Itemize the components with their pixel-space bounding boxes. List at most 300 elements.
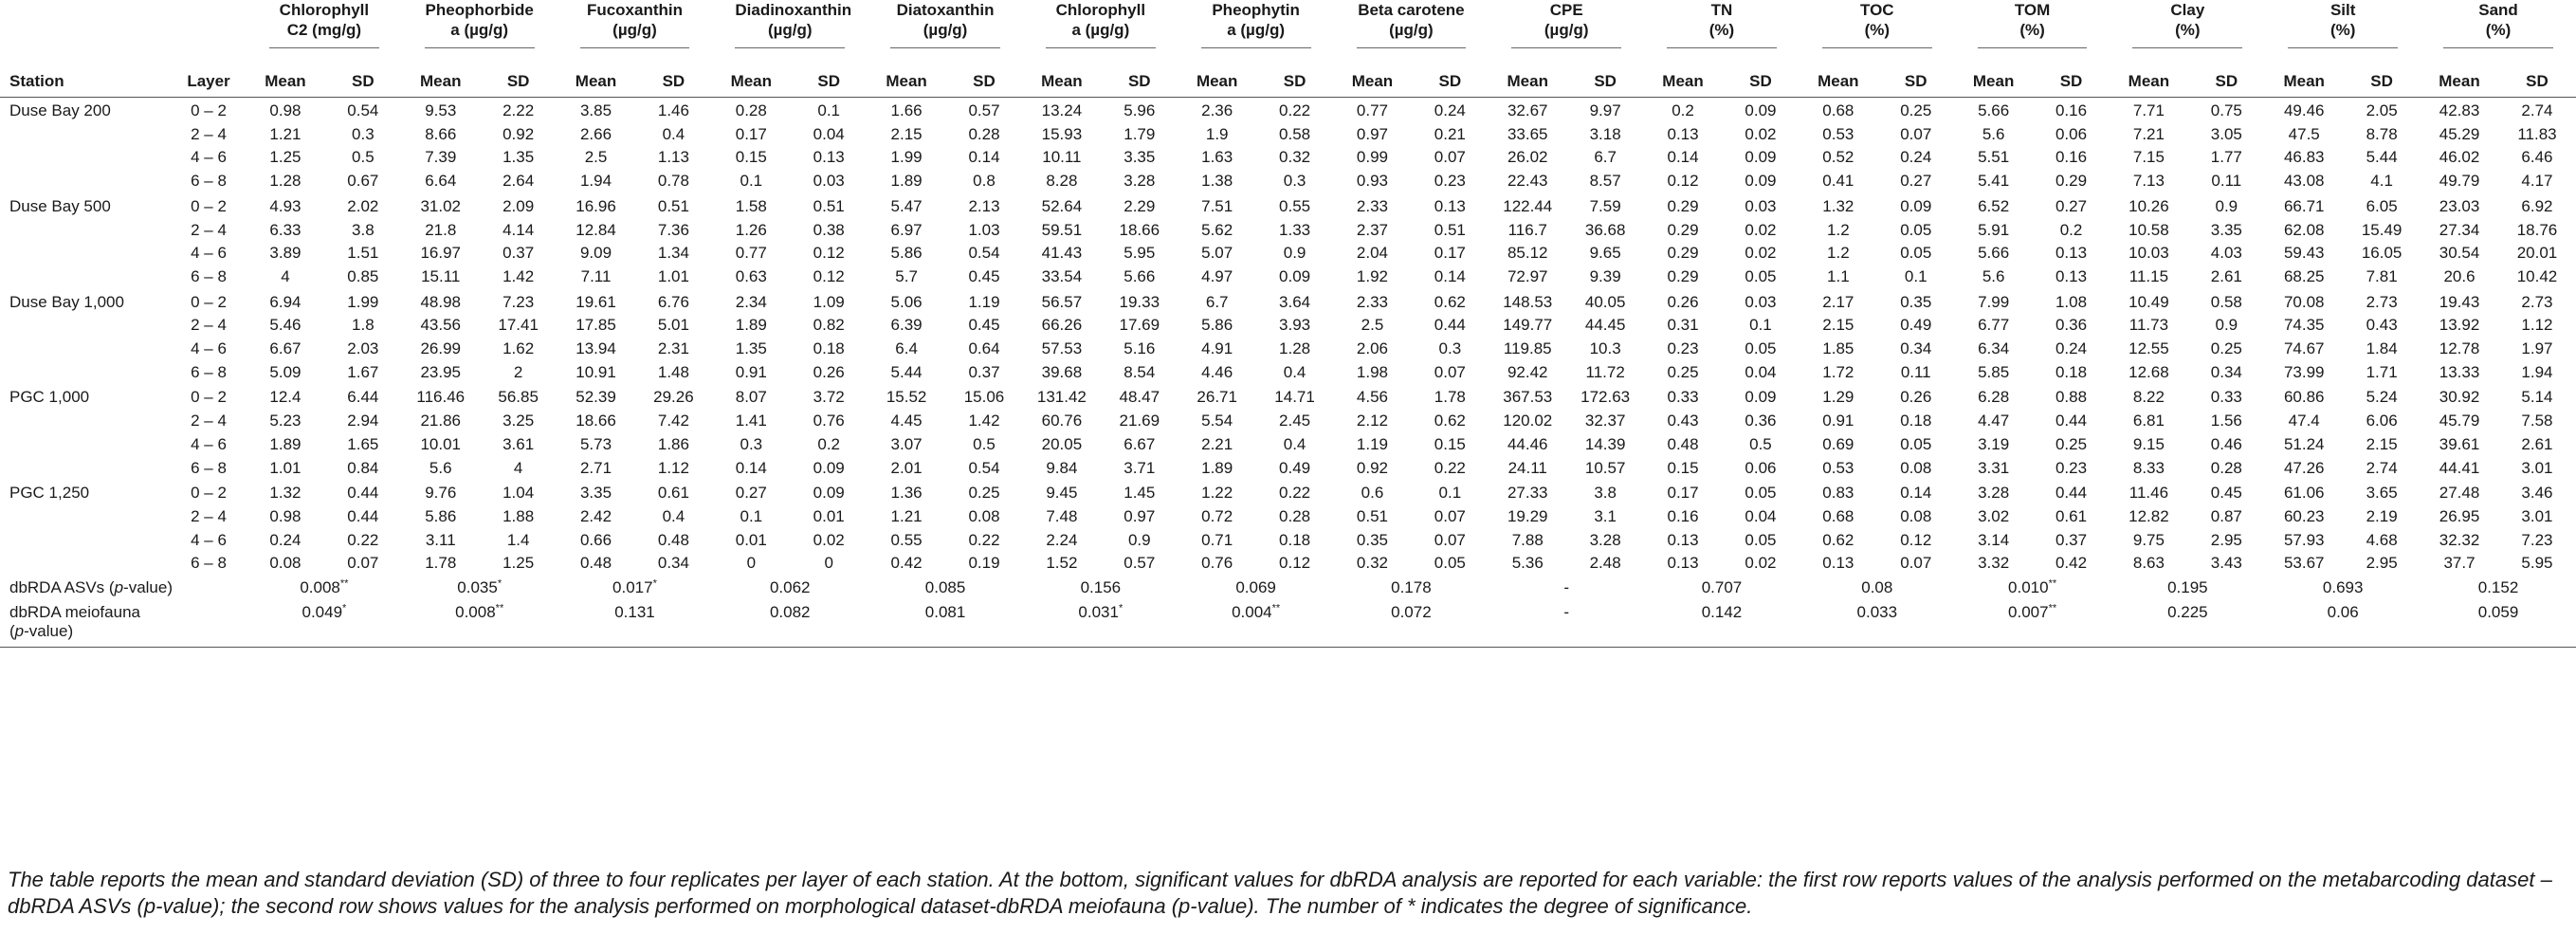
dbrda-meiofauna-value (1178, 599, 1334, 648)
sd-cell: 0.25 (2055, 434, 2088, 453)
sd-cell: 1.46 (657, 101, 689, 119)
sd-cell: 0.49 (1279, 458, 1311, 477)
pvalue-text: 0.035 (457, 578, 498, 597)
mean-cell: 9.15 (2132, 434, 2165, 453)
sd-cell: 0.23 (1434, 172, 1466, 191)
layer-cell: 6 – 8 (191, 458, 227, 477)
mean-cell: 15.52 (886, 388, 927, 407)
mean-cell: 6.52 (1978, 196, 2010, 215)
sd-cell: 0.02 (813, 530, 845, 549)
mean-cell: 6.33 (269, 220, 301, 239)
sd-cell: 3.65 (2366, 484, 2398, 503)
sd-cell: 2 (513, 362, 523, 381)
mean-cell: 5.44 (890, 362, 923, 381)
sd-cell: 1.79 (1124, 124, 1156, 143)
layer-cell: 6 – 8 (191, 554, 227, 573)
header-variable-label (2443, 0, 2553, 48)
mean-cell: 0.93 (1356, 172, 1388, 191)
pvalue-text: 0.152 (2477, 578, 2519, 597)
header-blank (171, 0, 247, 66)
mean-cell: 0.25 (1667, 362, 1699, 381)
mean-cell: 74.67 (2283, 339, 2325, 358)
mean-cell: 0.66 (579, 530, 612, 549)
pvalue-text: 0.008 (300, 578, 340, 597)
sd-cell: 4 (513, 458, 523, 477)
sd-cell: 0.09 (1745, 101, 1777, 119)
mean-cell: 0.98 (269, 506, 301, 525)
sd-cell: 15.49 (2361, 220, 2402, 239)
sd-cell: 0.24 (1900, 148, 1932, 167)
dbrda-meiofauna-value (1955, 599, 2110, 648)
mean-cell: 0.13 (1667, 530, 1699, 549)
sd-cell: 0.13 (2055, 244, 2088, 263)
mean-cell: 30.92 (2439, 388, 2480, 407)
sd-cell: 5.16 (1124, 339, 1156, 358)
mean-cell: 0.2 (1672, 101, 1694, 119)
sd-cell: 0.14 (1900, 484, 1932, 503)
table-row (0, 505, 2576, 529)
header-sd: SD (1411, 66, 1489, 98)
sd-cell: 2.61 (2521, 434, 2553, 453)
mean-cell: 0.14 (735, 458, 767, 477)
sd-cell: 0.5 (352, 148, 375, 167)
sd-cell: 0.25 (968, 484, 1000, 503)
sd-cell: 16.05 (2361, 244, 2402, 263)
dbrda-meiofauna-value (402, 599, 557, 648)
mean-cell: 44.41 (2439, 458, 2480, 477)
sd-cell: 6.46 (2521, 148, 2553, 167)
mean-cell: 120.02 (1503, 412, 1553, 430)
header-variable-line1: Pheophytin (1212, 1, 1300, 19)
sd-cell: 1.88 (502, 506, 535, 525)
header-mean: Mean (868, 66, 945, 98)
mean-cell: 10.91 (575, 362, 616, 381)
mean-cell: 13.92 (2439, 316, 2480, 335)
dbrda-asvs-value (402, 576, 557, 599)
sd-cell: 0.4 (662, 124, 685, 143)
sd-cell: 3.28 (1589, 530, 1621, 549)
header-variable-line2: (µg/g) (767, 21, 813, 39)
sd-cell: 0.02 (1745, 554, 1777, 573)
mean-cell: 24.11 (1507, 458, 1547, 477)
header-variable-line1: TN (1710, 1, 1733, 19)
mean-cell: 2.34 (735, 292, 767, 311)
mean-cell: 0.24 (269, 530, 301, 549)
mean-cell: 27.48 (2439, 484, 2480, 503)
pvalue-text: 0.008 (455, 603, 496, 622)
sd-cell: 2.95 (2210, 530, 2242, 549)
dbrda-asvs-value (2265, 576, 2421, 599)
mean-cell: 20.05 (1041, 434, 1083, 453)
mean-cell: 0.3 (740, 434, 763, 453)
mean-cell: 1.28 (269, 172, 301, 191)
header-variable (1489, 0, 1644, 66)
sd-cell: 0.34 (1900, 339, 1932, 358)
mean-cell: 6.64 (425, 172, 457, 191)
sd-cell: 4.03 (2210, 244, 2242, 263)
sd-cell: 0.9 (2215, 196, 2238, 215)
mean-cell: 122.44 (1503, 196, 1553, 215)
dbrda-asvs-value (1644, 576, 1800, 599)
mean-cell: 8.07 (735, 388, 767, 407)
sd-cell: 0.24 (1434, 101, 1466, 119)
sd-cell: 8.57 (1589, 172, 1621, 191)
mean-cell: 7.71 (2132, 101, 2165, 119)
sd-cell: 3.18 (1589, 124, 1621, 143)
sd-cell: 2.22 (502, 101, 535, 119)
mean-cell: 48.98 (420, 292, 462, 311)
sd-cell: 56.85 (498, 388, 539, 407)
sd-cell: 5.66 (1124, 266, 1156, 285)
mean-cell: 5.85 (1978, 362, 2010, 381)
sd-cell: 0.85 (347, 266, 379, 285)
header-sd: SD (480, 66, 557, 98)
sd-cell: 5.95 (2521, 554, 2553, 573)
mean-cell: 6.7 (1205, 292, 1229, 311)
mean-cell: 0.15 (1667, 458, 1699, 477)
mean-cell: 0.26 (1667, 292, 1699, 311)
header-blank (0, 0, 171, 66)
header-sd: SD (1256, 66, 1334, 98)
sd-cell: 4.14 (502, 220, 535, 239)
dbrda-meiofauna-label (0, 599, 247, 648)
dbrda-meiofauna-row (0, 599, 2576, 648)
mean-cell: 1.35 (735, 339, 767, 358)
mean-cell: 8.22 (2132, 388, 2165, 407)
mean-cell: 5.62 (1201, 220, 1233, 239)
station-cell (0, 433, 171, 457)
sd-cell: 0.46 (2210, 434, 2242, 453)
significance-stars: ** (1271, 602, 1281, 614)
mean-cell: 68.25 (2283, 266, 2325, 285)
station-cell (0, 457, 171, 481)
mean-cell: 10.26 (2128, 196, 2169, 215)
sd-cell: 1.71 (2366, 362, 2398, 381)
mean-cell: 0.92 (1356, 458, 1388, 477)
sd-cell: 0.87 (2210, 506, 2242, 525)
sd-cell: 10.3 (1589, 339, 1621, 358)
mean-cell: 0.41 (1822, 172, 1854, 191)
sd-cell: 172.63 (1580, 388, 1631, 407)
sd-cell: 3.46 (2521, 484, 2553, 503)
significance-stars: ** (2048, 577, 2057, 590)
layer-cell: 0 – 2 (191, 196, 227, 215)
sd-cell: 1.08 (2055, 292, 2088, 311)
mean-cell: 19.29 (1507, 506, 1548, 525)
sd-cell: 0.18 (813, 339, 845, 358)
header-variable-line1: Diadinoxanthin (735, 1, 852, 19)
header-mean: Mean (1800, 66, 1877, 98)
mean-cell: 0.31 (1667, 316, 1699, 335)
dbrda-meiofauna-value (868, 599, 1023, 648)
header-variable-line2: (%) (2175, 21, 2201, 39)
header-variable-line2: (%) (1708, 21, 1735, 39)
mean-cell: 1.89 (735, 316, 767, 335)
mean-cell: 44.46 (1507, 434, 1548, 453)
dbrda-asvs-label-p: p (114, 578, 124, 597)
mean-cell: 1.85 (1822, 339, 1854, 358)
mean-cell: 3.35 (579, 484, 612, 503)
sd-cell: 0.09 (1745, 388, 1777, 407)
pvalue-text: 0.007 (2008, 603, 2049, 622)
mean-cell: 8.63 (2132, 554, 2165, 573)
mean-cell: 0.1 (740, 172, 763, 191)
dbrda-asvs-value (2110, 576, 2265, 599)
sd-cell: 44.45 (1584, 316, 1626, 335)
sd-cell: 1.42 (502, 266, 535, 285)
station-cell: PGC 1,250 (9, 484, 90, 503)
pvalue-text: 0.06 (2327, 603, 2359, 622)
station-cell: Duse Bay 1,000 (9, 292, 124, 311)
sd-cell: 3.71 (1124, 458, 1156, 477)
sd-cell: 0.04 (1745, 506, 1777, 525)
sd-cell: 14.71 (1274, 388, 1315, 407)
mean-cell: 2.17 (1822, 292, 1854, 311)
header-sd: SD (790, 66, 868, 98)
mean-cell: 0.12 (1667, 172, 1699, 191)
mean-cell: 20.6 (2443, 266, 2476, 285)
mean-cell: 0.48 (579, 554, 612, 573)
mean-cell: 0.97 (1356, 124, 1388, 143)
sd-cell: 0.09 (1279, 266, 1311, 285)
mean-cell: 0.99 (1356, 148, 1388, 167)
station-cell (0, 552, 171, 576)
mean-cell: 2.5 (1361, 316, 1384, 335)
mean-cell: 1.2 (1827, 220, 1850, 239)
pvalue-text: 0.059 (2477, 603, 2519, 622)
dbrda-asvs-value (1334, 576, 1489, 599)
dbrda-asvs-value (1023, 576, 1178, 599)
sd-cell: 0.1 (1438, 484, 1462, 503)
sd-cell: 2.61 (2210, 266, 2242, 285)
header-variable (1178, 0, 1334, 66)
sd-cell: 0.44 (2055, 484, 2088, 503)
header-sd: SD (2033, 66, 2110, 98)
sd-cell: 0.54 (347, 101, 379, 119)
mean-cell: 0.68 (1822, 506, 1854, 525)
mean-cell: 2.15 (1822, 316, 1854, 335)
dbrda-meiofauna-value (2265, 599, 2421, 648)
mean-cell: 43.56 (420, 316, 462, 335)
header-variable (868, 0, 1023, 66)
sd-cell: 3.72 (813, 388, 845, 407)
header-mean: Mean (2265, 66, 2343, 98)
mean-cell: 7.15 (2132, 148, 2165, 167)
sd-cell: 0.07 (347, 554, 379, 573)
significance-stars: * (497, 577, 502, 590)
sd-cell: 32.37 (1584, 412, 1626, 430)
mean-cell: 3.89 (269, 244, 301, 263)
mean-cell: 1.89 (1201, 458, 1233, 477)
sd-cell: 1.8 (352, 316, 375, 335)
data-body (0, 98, 2576, 648)
layer-cell: 0 – 2 (191, 484, 227, 503)
sd-cell: 3.64 (1279, 292, 1311, 311)
sd-cell: 0.4 (1283, 434, 1306, 453)
sd-cell: 2.15 (2366, 434, 2398, 453)
mean-cell: 18.66 (575, 412, 616, 430)
layer-cell: 4 – 6 (191, 339, 227, 358)
mean-cell: 0.98 (269, 101, 301, 119)
sd-cell: 0.05 (1745, 484, 1777, 503)
significance-stars: ** (339, 577, 349, 590)
table-row (0, 98, 2576, 123)
mean-cell: 1.9 (1205, 124, 1229, 143)
sd-cell: 1.19 (968, 292, 1000, 311)
dbrda-asvs-value (1955, 576, 2110, 599)
mean-cell: 0.68 (1822, 101, 1854, 119)
layer-cell: 2 – 4 (191, 124, 227, 143)
mean-cell: 5.86 (425, 506, 457, 525)
header-variable-line1: Silt (2329, 1, 2356, 19)
sd-cell: 0.09 (813, 484, 845, 503)
sd-cell: 0.97 (1124, 506, 1156, 525)
sd-cell: 10.57 (1584, 458, 1626, 477)
header-variable (2421, 0, 2576, 66)
header-mean: Mean (2110, 66, 2187, 98)
dbrda-asvs-value (2421, 576, 2576, 599)
dbrda-asvs-value (247, 576, 402, 599)
mean-cell: 2.04 (1356, 244, 1388, 263)
header-variable-label (2132, 0, 2242, 48)
mean-cell: 1.32 (269, 484, 301, 503)
sd-cell: 0.19 (968, 554, 1000, 573)
sd-cell: 3.35 (2210, 220, 2242, 239)
sd-cell: 10.42 (2516, 266, 2558, 285)
sd-cell: 1.04 (502, 484, 535, 503)
mean-cell: 7.99 (1978, 292, 2010, 311)
mean-cell: 1.92 (1356, 266, 1388, 285)
sd-cell: 9.39 (1589, 266, 1621, 285)
pvalue-text: 0.081 (924, 603, 966, 622)
mean-cell: 1.99 (890, 148, 923, 167)
sd-cell: 0.9 (1283, 244, 1306, 263)
header-mean: Mean (1178, 66, 1256, 98)
mean-cell: 30.54 (2439, 244, 2480, 263)
mean-cell: 5.47 (890, 196, 923, 215)
sd-cell: 0.12 (813, 266, 845, 285)
significance-stars: ** (495, 602, 504, 614)
mean-cell: 4.56 (1356, 388, 1388, 407)
pvalue-text: 0.142 (1701, 603, 1743, 622)
mean-cell: 7.51 (1201, 196, 1233, 215)
station-cell (0, 314, 171, 338)
sd-cell: 6.92 (2521, 196, 2553, 215)
station-cell (0, 146, 171, 170)
sd-cell: 2.09 (502, 196, 535, 215)
sd-cell: 0.12 (1900, 530, 1932, 549)
header-variable-label (1822, 0, 1932, 48)
header-variable-line1: CPE (1549, 1, 1583, 19)
mean-cell: 57.93 (2283, 530, 2325, 549)
sd-cell: 0.05 (1745, 530, 1777, 549)
dbrda-meio-label-text: dbRDA meiofauna (9, 603, 140, 622)
sd-cell: 7.23 (2521, 530, 2553, 549)
sd-cell: 5.24 (2366, 388, 2398, 407)
mean-cell: 7.48 (1046, 506, 1078, 525)
sd-cell: 2.19 (2366, 506, 2398, 525)
mean-cell: 5.91 (1978, 220, 2010, 239)
table-row (0, 433, 2576, 457)
header-mean: Mean (1023, 66, 1101, 98)
mean-cell: 1.63 (1201, 148, 1233, 167)
header-variable-line2: (%) (2485, 21, 2512, 39)
dbrda-meiofauna-value (712, 599, 868, 648)
station-cell: Duse Bay 500 (9, 196, 111, 215)
station-cell: PGC 1,000 (9, 388, 90, 407)
sd-cell: 0.22 (1434, 458, 1466, 477)
mean-cell: 19.43 (2439, 292, 2480, 311)
mean-cell: 0.14 (1667, 148, 1699, 167)
mean-cell: 53.67 (2283, 554, 2325, 573)
sd-cell: 2.48 (1589, 554, 1621, 573)
sd-cell: 0.25 (2210, 339, 2242, 358)
mean-cell: 2.66 (579, 124, 612, 143)
header-sd: SD (1722, 66, 1800, 98)
mean-cell: 33.54 (1041, 266, 1083, 285)
mean-cell: 11.15 (2128, 266, 2169, 285)
mean-cell: 56.57 (1041, 292, 1083, 311)
sd-cell: 7.42 (657, 412, 689, 430)
mean-cell: 1.2 (1827, 244, 1850, 263)
sd-cell: 1.35 (502, 148, 535, 167)
mean-cell: 1.36 (890, 484, 923, 503)
sd-cell: 0.44 (347, 484, 379, 503)
sd-cell: 0.2 (2059, 220, 2083, 239)
mean-cell: 367.53 (1503, 388, 1553, 407)
mean-cell: 5.54 (1201, 412, 1233, 430)
sd-cell: 5.14 (2521, 388, 2553, 407)
layer-cell: 4 – 6 (191, 530, 227, 549)
sd-cell: 0.49 (1900, 316, 1932, 335)
sd-cell: 2.29 (1124, 196, 1156, 215)
header-variable (1334, 0, 1489, 66)
header-variable-line1: Fucoxanthin (586, 1, 683, 19)
mean-cell: 42.83 (2439, 101, 2480, 119)
mean-cell: 3.07 (890, 434, 923, 453)
mean-cell: 5.23 (269, 412, 301, 430)
mean-cell: 0.43 (1667, 412, 1699, 430)
mean-cell: 0.69 (1822, 434, 1854, 453)
sd-cell: 0.07 (1434, 148, 1466, 167)
layer-cell: 4 – 6 (191, 148, 227, 167)
table-row (0, 146, 2576, 170)
header-variable-line2: C2 (mg/g) (286, 21, 362, 39)
header-variable-line2: (µg/g) (923, 21, 968, 39)
mean-cell: 2.37 (1356, 220, 1388, 239)
table-row (0, 480, 2576, 505)
sd-cell: 0.32 (1279, 148, 1311, 167)
layer-cell: 6 – 8 (191, 362, 227, 381)
mean-cell: 0.16 (1667, 506, 1699, 525)
mean-cell: 17.85 (575, 316, 616, 335)
header-sd: SD (634, 66, 712, 98)
pvalue-text: 0.195 (2167, 578, 2208, 597)
sd-cell: 3.8 (1594, 484, 1617, 503)
dbrda-meiofauna-value (1334, 599, 1489, 648)
mean-cell: 0.77 (735, 244, 767, 263)
mean-cell: 26.02 (1507, 148, 1548, 167)
mean-cell: 11.73 (2128, 316, 2169, 335)
sd-cell: 1.12 (2521, 316, 2553, 335)
sd-cell: 5.96 (1124, 101, 1156, 119)
mean-cell: 73.99 (2283, 362, 2325, 381)
header-sd: SD (2187, 66, 2265, 98)
mean-cell: 1.01 (269, 458, 301, 477)
layer-cell: 2 – 4 (191, 412, 227, 430)
sd-cell: 2.03 (347, 339, 379, 358)
mean-cell: 0.91 (1822, 412, 1854, 430)
